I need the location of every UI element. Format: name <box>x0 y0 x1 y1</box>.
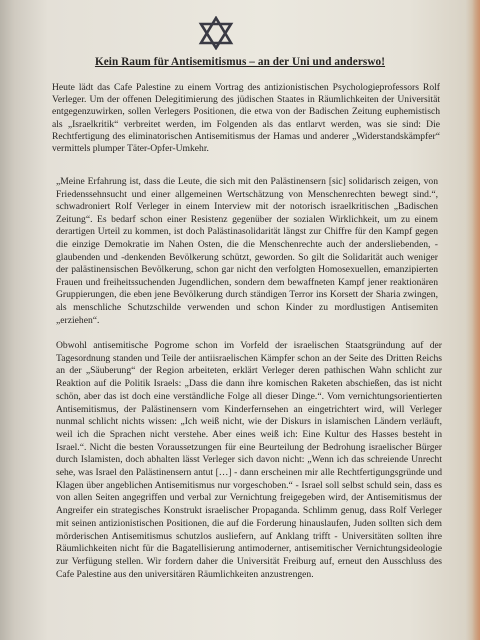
body-paragraph-demand: Obwohl antisemitische Pogrome schon im Vorfeld der israelischen Staatsgründung auf der Tagesordnung standen und Teile der antiisraelischen Kämpfer schon an der Seite des Dritten Reichs an der „Säuberung“ der Region arbeiteten, erklärt Verleger deren pathischen Wahn schlicht zur Reaktion auf die Politik Israels: „Dass die dann ihre komischen Raketen abschießen, das ist nicht schön, aber das ist doch eine verständliche Folge all dieser Dinge.“. Vom vernichtungsorientierten Antisemitismus, der Palästinensern vom Kinderfernsehen an eingetrichtert wird, will Verleger nunmal schlicht nichts wissen: „Ich weiß nicht, wie der Diskurs in islamischen Ländern verläuft, weil ich die Sprachen nicht verstehe. Aber eines weiß ich: Eine Kultur des Hasses besteht in Israel.“. Nicht die besten Voraussetzungen für eine Beurteilung der Bedrohung israelischer Bürger durch Islamisten, doch abhalten lässt Verleger sich davon nicht: „Wenn ich das schreiende Unrecht sehe, was Israel den Palästinensern antut […] - dann erscheinen mir alle Rechtfertigungsgründe und Klagen über angeblichen Antisemitismus nur vorgeschoben.“ - Israel soll selbst schuld sein, dass es von allen Seiten angegriffen und verbal zur Vernichtung freigegeben wird, der Antisemitismus der Angreifer ein strategisches Konstrukt israelischer Propaganda. Schlimm genug, dass Rolf Verleger mit seinen antizionistischen Positionen, die auf die Forderung hinauslaufen, Juden sollten sich dem mörderischen Antisemitismus schutzlos ausliefern, auf Anklang trifft - Universitäten sollten ihre Räumlichkeiten nicht für die Bagatellisierung antimoderner, antisemitischer Vernichtungsideologie zur Verfügung stellen. Wir fordern daher die Universität Freiburg auf, erneut den Ausschluss des Cafe Palestine aus den universitären Räumlichkeiten anzustrengen. <box>56 340 442 580</box>
star-of-david-icon <box>198 16 234 50</box>
page-edge-shadow <box>472 0 480 640</box>
body-paragraph-quote: „Meine Erfahrung ist, dass die Leute, die sich mit den Palästinensern [sic] solidarisch zeigen, von Friedenssehnsucht und einer allgemeinen Wertschätzung von Menschenrechten bewegt sind.“, schwadroniert Rolf Verleger in einem Interview mit der notorisch israelkritischen „Badischen Zeitung“. Es bedarf schon einer Resistenz gegenüber der sozialen Wirklichkeit, um zu einem derartigen Urteil zu kommen, ist doch Palästinasolidarität längst zur Chiffre für den Kampf gegen die einzige Demokratie im Nahen Osten, die die Menschenrechte auch der andersliebenden, -glaubenden und -denkenden Bevölkerung schützt, geworden. So gilt die Solidarität auch weniger der palästinensischen Bevölkerung, schon gar nicht den verfolgten Homosexuellen, emanzipierten Frauen und freiheitssuchenden Jugendlichen, sondern dem bewaffneten Kampf jener reaktionären Gruppierungen, die eben jene Bevölkerung durch ständigen Terror ins Korsett der Sharia zwingen, als menschliche Schutzschilde verwenden und schon Kinder zu mordlustigen Antisemiten „erziehen“. <box>56 176 438 326</box>
intro-paragraph: Heute lädt das Cafe Palestine zu einem Vortrag des antizionistischen Psychologieprofessors Rolf Verleger. Um der offenen Delegitimierung des jüdischen Staates in Räumlichkeiten der Universität entgegenzuwirken, sollen Verlegers Positionen, die etwa von der Badischen Zeitung euphemistisch als „Israelkritik“ verbreitet werden, im Folgenden als das entlarvt werden, was sie sind: Die Rechtfertigung des eliminatorischen Antisemitismus der Hamas und anderer „Widerstandskämpfer“ vermittels plumper Täter-Opfer-Umkehr. <box>52 82 440 155</box>
page-title: Kein Raum für Antisemitismus – an der Uni und anderswo! <box>94 56 386 68</box>
